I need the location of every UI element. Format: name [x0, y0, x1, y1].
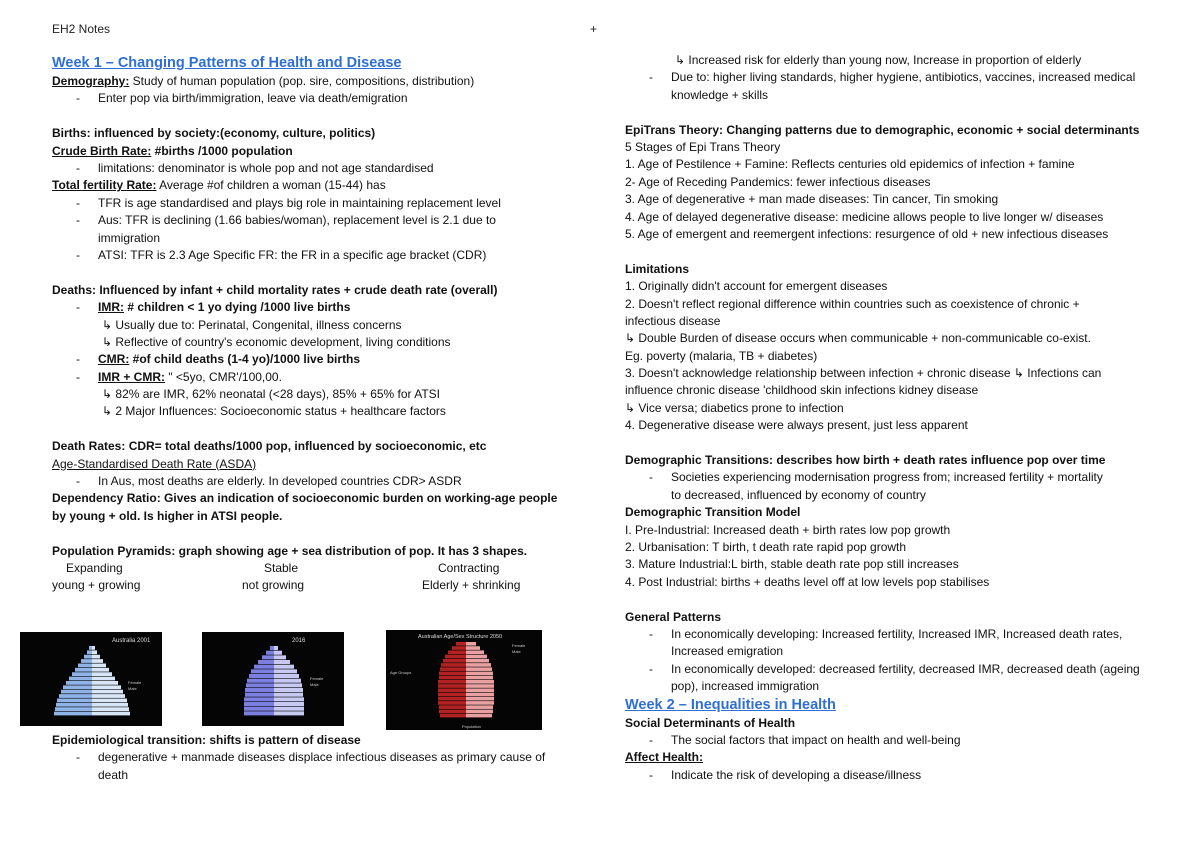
stage-4: 4. Age of delayed degenerative disease: medicine allows people to live longer w/ diseases — [625, 209, 1104, 224]
pyramid-bar-right — [466, 655, 487, 659]
demography-line: Demography: Study of human population (pop. sire, compositions, distribution) — [52, 74, 475, 88]
pyramid-bar-left — [69, 677, 92, 681]
tfr-line: Total fertility Rate: Average #of children a woman (15-44) has — [52, 178, 386, 193]
pyramid-bar-right — [466, 659, 489, 663]
pyramid-bar-right — [466, 642, 476, 646]
pyramid-bar-left — [266, 651, 274, 655]
plus-marker: + — [590, 22, 598, 36]
asda-line: Age-Standardised Death Rate (ASDA) — [52, 456, 257, 471]
affect-health-label: Affect Health: — [625, 750, 704, 765]
demo-transitions-line: Demographic Transitions: describes how birth + death rates influence pop over time — [625, 453, 1106, 468]
pyramid-bar-right — [274, 683, 302, 687]
pyramid-bar-right — [466, 663, 491, 667]
due-to-bullet: - Due to: higher living standards, higher hygiene, antibiotics, vaccines, increased medical knowledge + skills — [649, 70, 1136, 102]
imr-arrow-2: ↳ Reflective of country's economic development, living conditions — [102, 334, 451, 349]
pyramid-bar-right — [274, 651, 282, 655]
pyramid-bar-right — [274, 707, 304, 711]
pyramid-bar-right — [466, 680, 494, 684]
sdh-title: Social Determinants of Health — [625, 715, 796, 730]
pyramid-bar-left — [84, 655, 92, 659]
imrcmr-line: - IMR + CMR: " <5yo, CMR'/100,00. — [76, 369, 282, 384]
pyramid-bar-right — [92, 659, 103, 663]
cbr-line: Crude Birth Rate: #births /1000 population — [52, 143, 293, 158]
epitrans-line: EpiTrans Theory: Changing patterns due to demographic, economic + social determinants — [625, 122, 1140, 137]
death-rates-line: Death Rates: CDR= total deaths/1000 pop, influenced by socioeconomic, etc — [52, 439, 487, 454]
pyramid-bar-right — [274, 665, 294, 669]
svg-text:Male: Male — [512, 649, 521, 654]
shape-contracting: Contracting — [438, 560, 500, 575]
pyramid-bar-left — [440, 714, 466, 718]
svg-text:Female: Female — [310, 676, 324, 681]
pyramid-bar-left — [456, 642, 466, 646]
births-line: Births: influenced by society:(economy, culture, politics) — [52, 126, 376, 141]
dtm-4: 4. Post Industrial: births + deaths level off at low levels pop stabilises — [625, 574, 990, 589]
demography-bullet: - Enter pop via birth/immigration, leave via death/emigration — [76, 91, 408, 106]
pyramid-bar-left — [270, 646, 274, 650]
shape-expanding: Expanding — [66, 560, 123, 575]
pyramid-images — [20, 632, 580, 730]
pyramid-bar-left — [438, 701, 466, 705]
pyramid-bar-left — [258, 660, 274, 664]
affect-bullet: - Indicate the risk of developing a disease/illness — [649, 767, 922, 782]
pyramids-line: Population Pyramids: graph showing age + sea distribution of pop. It has 3 shapes. — [52, 543, 528, 558]
pyramid-bar-left — [443, 659, 466, 663]
pyramid-chart-stable — [202, 632, 344, 726]
shape-expanding-desc: young + growing — [52, 578, 141, 593]
pyramid-bar-left — [246, 683, 274, 687]
pyramid-bar-left — [244, 707, 274, 711]
sdh-bullet: - The social factors that impact on health and well-being — [649, 732, 961, 747]
pyramid-bar-right — [466, 684, 494, 688]
pyramid-bar-left — [251, 669, 274, 673]
pyramid-bar-right — [274, 669, 297, 673]
week1-heading: Week 1 – Changing Patterns of Health and Disease — [52, 55, 402, 71]
imr-arrow-1: ↳ Usually due to: Perinatal, Congenital, illness concerns — [102, 317, 402, 332]
stage-1: 1. Age of Pestilence + Famine: Reflects centuries old epidemics of infection + famine — [625, 157, 1075, 172]
stage-2: 2- Age of Receding Pandemics: fewer infectious diseases — [625, 174, 931, 189]
svg-text:Age Groups: Age Groups — [390, 670, 412, 675]
pyramid-bar-left — [87, 650, 92, 654]
pyramid-bar-right — [274, 674, 299, 678]
pyramid-bar-right — [92, 672, 112, 676]
pyramid-bar-left — [89, 646, 92, 650]
right-column — [625, 52, 1165, 784]
pyramid-bar-left — [438, 697, 466, 701]
imrcmr-arrow-2: ↳ 2 Major Influences: Socioeconomic status + healthcare factors — [102, 404, 446, 419]
pyramid-bar-right — [466, 714, 492, 718]
left-column — [52, 54, 572, 595]
cbr-bullet: - limitations: denominator is whole pop and not age standardised — [76, 160, 434, 175]
pyramid-bar-right — [92, 681, 118, 685]
pyramid-bar-right — [274, 660, 290, 664]
pyramid-bar-right — [274, 646, 278, 650]
pyramid-bar-left — [438, 688, 466, 692]
pyramid-bar-left — [262, 655, 274, 659]
tfr-bullet-2: - Aus: TFR is declining (1.66 babies/woman), replacement level is 2.1 due to immigration — [76, 213, 496, 245]
pyramid-bar-right — [274, 697, 304, 701]
pyramid-bar-right — [92, 685, 121, 689]
pyramid-bar-left — [441, 663, 466, 667]
pyramid-bar-left — [66, 681, 92, 685]
dtm-3: 3. Mature Industrial:L birth, stable death rate pop still increases — [625, 557, 959, 572]
pyramid-bar-left — [57, 699, 92, 703]
epi-title: Epidemiological transition: shifts is pattern of disease — [52, 733, 361, 747]
pyramid-bar-right — [274, 688, 303, 692]
dependency-line-2: by young + old. Is higher in ATSI people. — [52, 508, 283, 523]
limitation-2c: ↳ Double Burden of disease occurs when communicable + non-communicable co-exist. — [625, 331, 1091, 346]
limitations-title: Limitations — [625, 261, 690, 276]
pyramid-bar-left — [254, 665, 274, 669]
stage-5: 5. Age of emergent and reemergent infections: resurgence of old + new infectious diseases — [625, 226, 1109, 241]
dependency-line-1: Dependency Ratio: Gives an indication of socioeconomic burden on working-age people — [52, 491, 558, 506]
pyramid-bar-left — [78, 664, 92, 668]
pyramid-bar-right — [92, 668, 109, 672]
pyramid-bar-left — [55, 707, 92, 711]
pyramid-bar-left — [438, 680, 466, 684]
limitation-3c: ↳ Vice versa; diabetics prone to infection — [625, 400, 844, 415]
pyramid-bar-right — [92, 699, 127, 703]
gp-bullet-2: - In economically developed: decreased fertility, decreased IMR, decreased death (ageing pop), increased immigration — [649, 661, 1140, 694]
pyramid-bar-left — [244, 711, 274, 715]
imrcmr-arrow-1: ↳ 82% are IMR, 62% neonatal (<28 days), 85% + 65% for ATSI — [102, 387, 441, 402]
pyramid-bar-left — [61, 690, 92, 694]
chart2-title: 2016 — [292, 638, 306, 644]
pyramid-desc-row — [52, 577, 572, 594]
limitation-2a: 2. Doesn't reflect regional difference within countries such as coexistence of chronic + — [625, 296, 1080, 311]
limitation-2d: Eg. poverty (malaria, TB + diabetes) — [625, 348, 818, 363]
limitation-2b: infectious disease — [625, 313, 721, 328]
pyramid-bar-right — [274, 679, 301, 683]
gp-bullet-1: - In economically developing: Increased fertility, Increased IMR, Increased death rates, Increased emigration — [649, 626, 1123, 659]
imr-line: - IMR: # children < 1 yo dying /1000 live births — [76, 300, 351, 315]
pyramid-bar-left — [244, 697, 274, 701]
pyramid-bar-left — [56, 703, 92, 707]
chart3-title: Australian Age/Sex Structure 2050 — [418, 634, 503, 640]
pyramid-chart-contracting — [386, 630, 542, 730]
pyramid-bar-left — [245, 688, 274, 692]
pyramid-bar-left — [440, 667, 466, 671]
pyramid-bar-right — [274, 693, 303, 697]
pyramid-bar-left — [245, 693, 274, 697]
pyramid-bar-right — [92, 646, 95, 650]
pyramid-bar-right — [466, 710, 493, 714]
limitation-1: 1. Originally didn't account for emergent diseases — [625, 279, 888, 294]
limitation-3b: influence chronic disease 'childhood skin infections kidney disease — [625, 383, 979, 398]
pyramid-bar-left — [448, 650, 466, 654]
asda-bullet: - In Aus, most deaths are elderly. In developed countries CDR> ASDR — [76, 474, 462, 489]
stages-title: 5 Stages of Epi Trans Theory — [625, 139, 781, 154]
shape-stable-desc: not growing — [242, 578, 305, 593]
document-title: EH2 Notes — [52, 22, 111, 36]
svg-text:Population: Population — [462, 724, 481, 729]
dtm-2: 2. Urbanisation: T birth, t death rate rapid pop growth — [625, 540, 907, 554]
tfr-bullet-3: - ATSI: TFR is 2.3 Age Specific FR: the FR in a specific age bracket (CDR) — [76, 247, 487, 262]
pyramid-bar-right — [92, 664, 106, 668]
pyramid-bar-left — [244, 702, 274, 706]
pyramid-bar-right — [92, 650, 97, 654]
pyramid-bar-left — [72, 672, 92, 676]
pyramid-bar-right — [466, 688, 494, 692]
pyramid-bar-left — [63, 685, 92, 689]
pyramid-bar-right — [92, 703, 128, 707]
pyramid-bar-right — [466, 672, 493, 676]
pyramid-bar-right — [274, 711, 304, 715]
svg-text:Female: Female — [512, 643, 526, 648]
pyramid-bar-left — [438, 684, 466, 688]
shape-contracting-desc: Elderly + shrinking — [422, 578, 521, 593]
limitation-4: 4. Degenerative disease were always present, just less apparent — [625, 418, 968, 433]
pyramid-bar-right — [274, 655, 286, 659]
pyramid-bar-left — [438, 693, 466, 697]
pyramid-bar-left — [54, 712, 92, 716]
svg-text:Male: Male — [310, 682, 319, 687]
svg-text:Male: Male — [128, 686, 137, 691]
demo-bullet: - Societies experiencing modernisation progress from; increased fertility + mortality to decreased, influenced by economy of country — [649, 470, 1103, 502]
epi-transition-block — [52, 732, 572, 784]
dtm-1: I. Pre-Industrial: Increased death + birth rates low pop growth — [625, 522, 951, 537]
pyramid-shapes-row — [52, 560, 572, 577]
pyramid-bar-right — [92, 690, 123, 694]
pyramid-bar-left — [247, 679, 274, 683]
limitation-3a: 3. Doesn't acknowledge relationship between infection + chronic disease ↳ Infections can — [625, 366, 1102, 381]
pyramid-bar-left — [439, 672, 466, 676]
pyramid-bar-left — [59, 694, 92, 698]
pyramid-bar-right — [92, 655, 100, 659]
pyramid-bar-right — [466, 697, 494, 701]
pyramid-bar-right — [466, 650, 484, 654]
pyramid-bar-right — [466, 667, 492, 671]
pyramid-bar-left — [439, 710, 466, 714]
pyramid-bar-left — [439, 676, 466, 680]
epi-bullet: - degenerative + manmade diseases displace infectious diseases as primary cause of death — [76, 750, 546, 782]
pyramid-bar-right — [92, 677, 115, 681]
pyramid-bar-left — [445, 655, 466, 659]
pyramid-bar-right — [466, 705, 493, 709]
pyramid-bar-left — [452, 646, 466, 650]
pyramid-bar-right — [466, 676, 493, 680]
pyramid-bar-right — [92, 694, 125, 698]
pyramid-bar-left — [439, 705, 466, 709]
pyramid-bar-right — [92, 707, 129, 711]
pyramid-bar-left — [75, 668, 92, 672]
pyramid-bar-right — [466, 646, 480, 650]
pyramid-bar-right — [274, 702, 304, 706]
shape-stable: Stable — [264, 560, 299, 575]
deaths-line: Deaths: Influenced by infant + child mortality rates + crude death rate (overall) — [52, 282, 498, 297]
svg-text:Female: Female — [128, 680, 142, 685]
elderly-arrow: ↳ Increased risk for elderly than young now, Increase in proportion of elderly — [675, 53, 1082, 67]
pyramid-chart-expanding — [20, 632, 162, 726]
pyramid-bar-left — [81, 659, 92, 663]
chart1-title: Australia 2001 — [112, 638, 151, 644]
pyramid-bar-right — [92, 712, 130, 716]
pyramid-bar-left — [249, 674, 274, 678]
week2-heading: Week 2 – Inequalities in Health — [625, 696, 836, 713]
cmr-line: - CMR: #of child deaths (1-4 yo)/1000 live births — [76, 352, 361, 367]
dtm-title: Demographic Transition Model — [625, 505, 801, 520]
stage-3: 3. Age of degenerative + man made diseases: Tin cancer, Tin smoking — [625, 192, 999, 207]
general-patterns-title: General Patterns — [625, 609, 722, 624]
pyramid-bar-right — [466, 701, 494, 705]
tfr-bullet-1: - TFR is age standardised and plays big role in maintaining replacement level — [76, 195, 501, 210]
pyramid-bar-right — [466, 693, 494, 697]
